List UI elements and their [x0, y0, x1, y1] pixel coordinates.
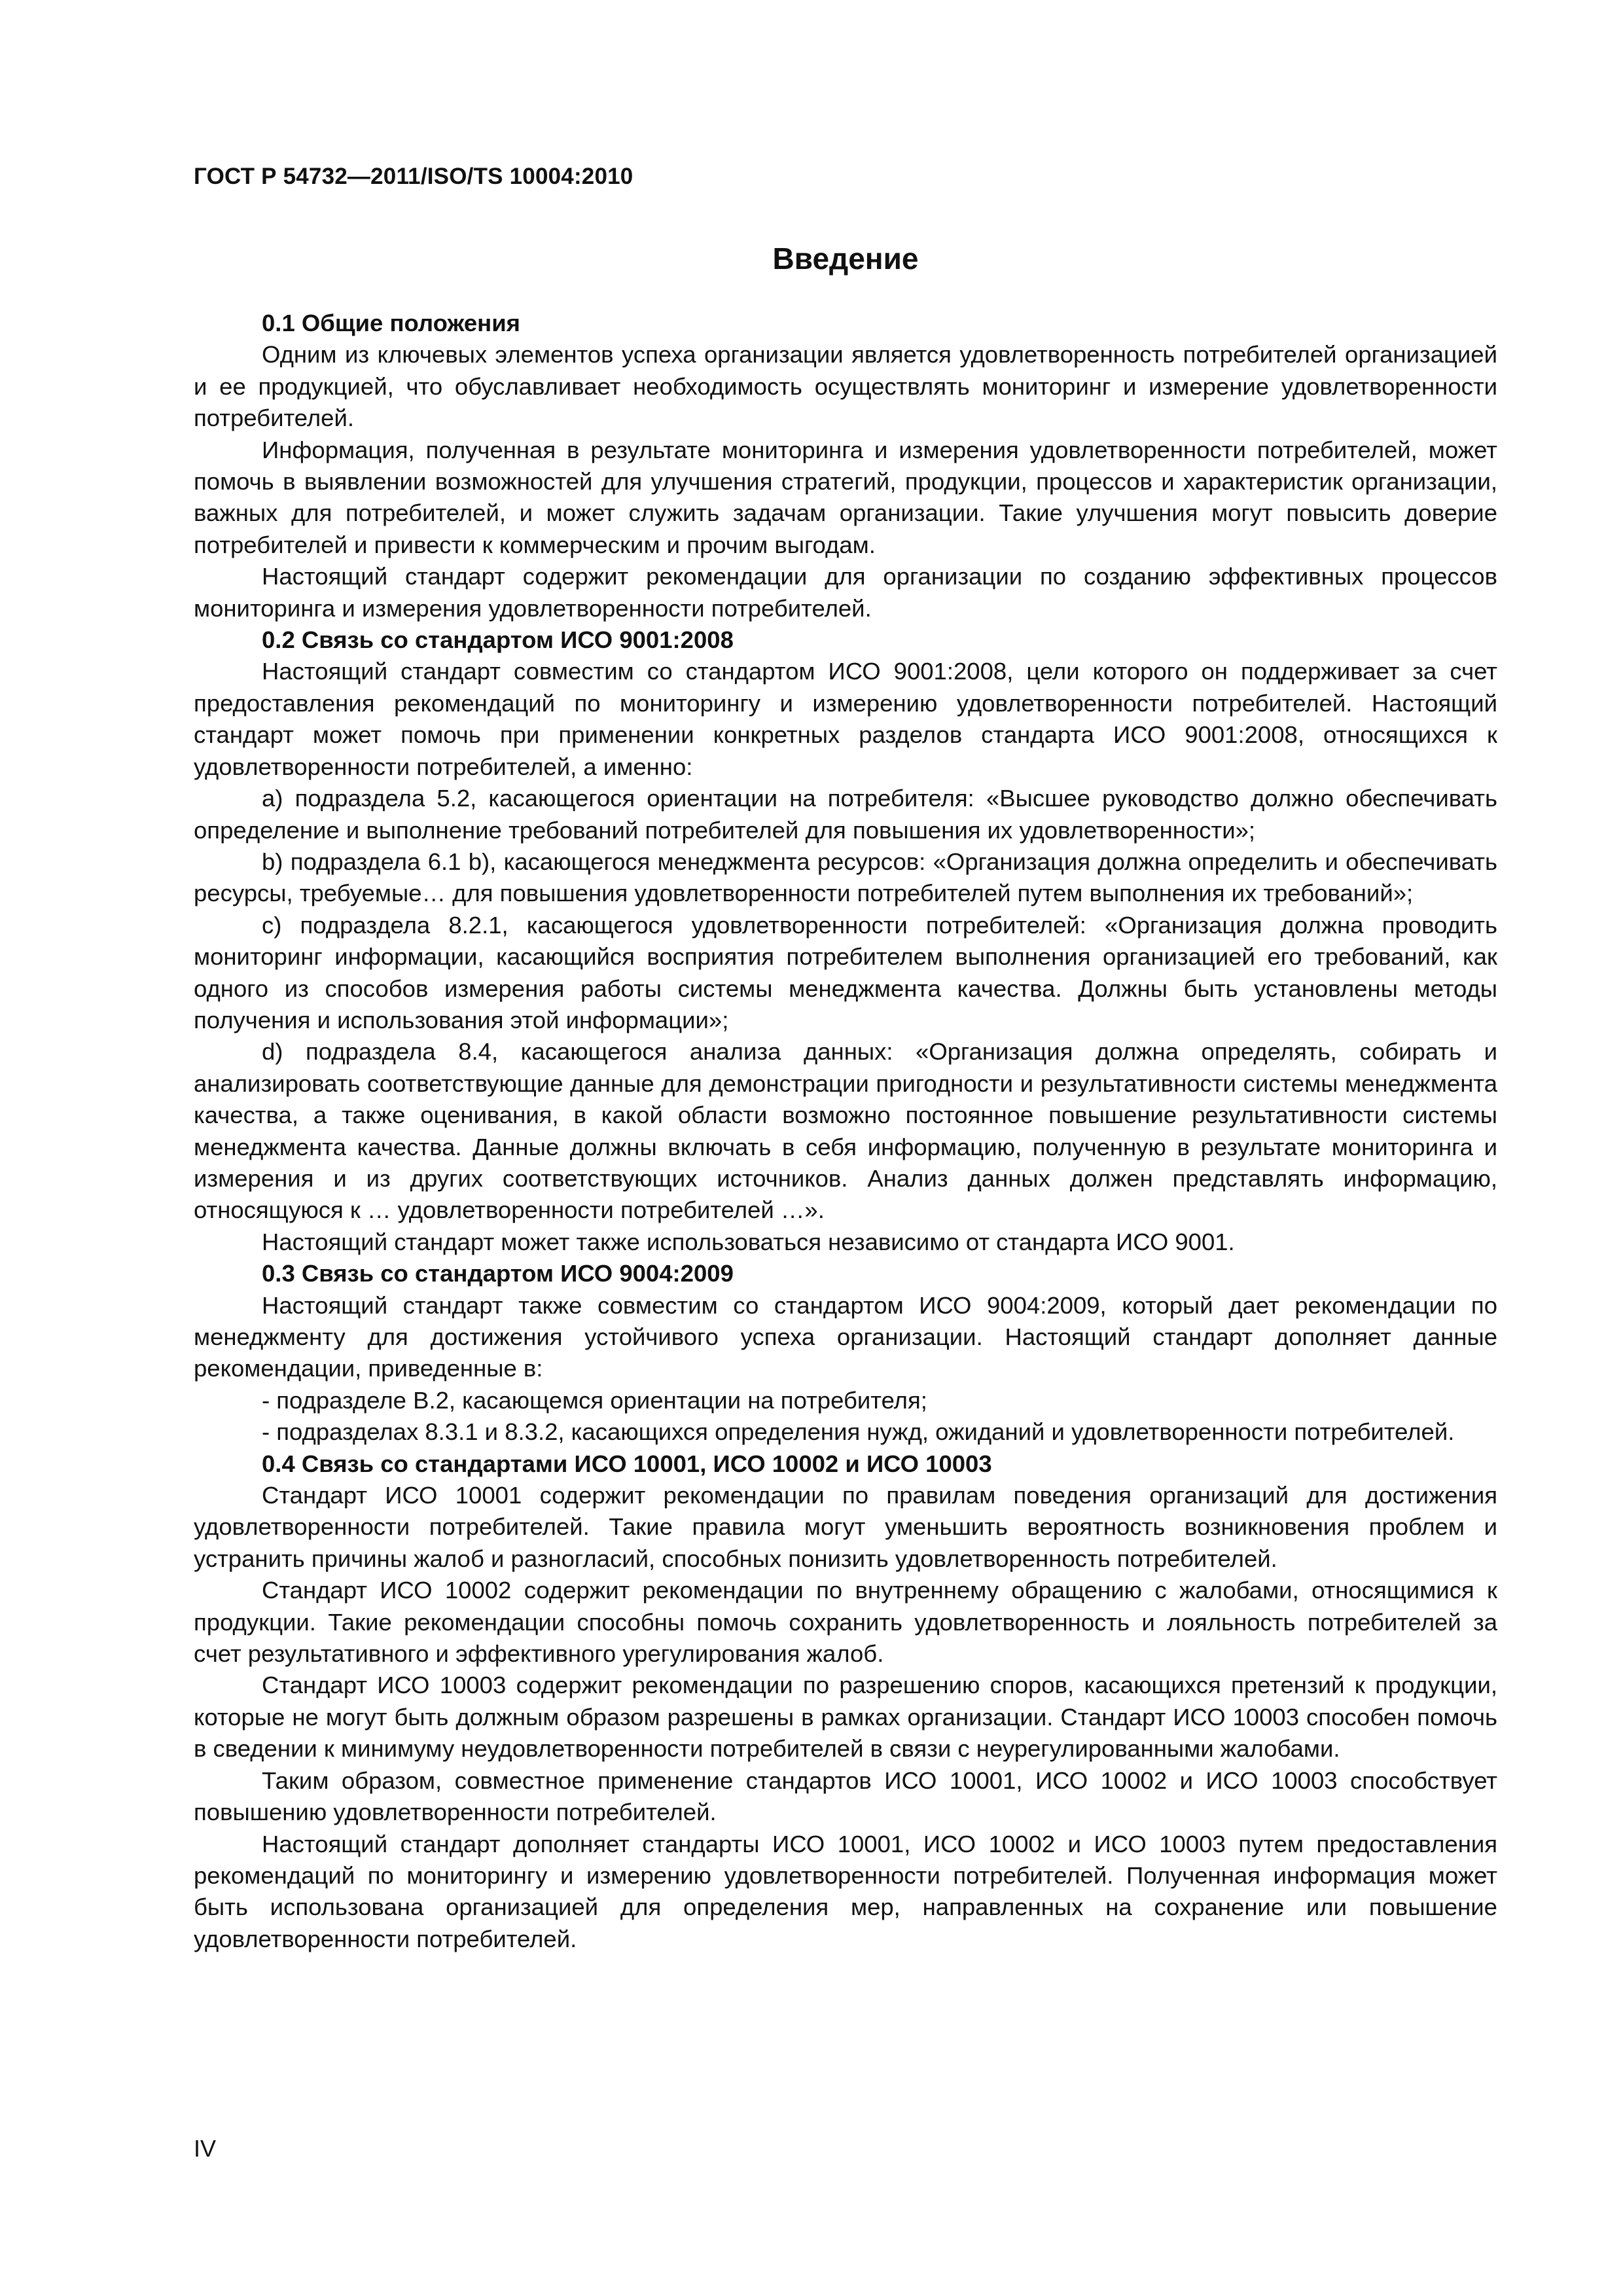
list-item-d: d) подраздела 8.4, касающегося анализа данных: «Организация должна определять, собирать и анализировать соответствующие данные для демонстрации пригодности и результативности системы менеджмента качества, а также оценивания, в какой области возможно постоянное повышение результативности системы менеджмента качества. Данные должны включать в себя информацию, полученную в результате мониторинга и измерения и из других соответствующих источников. Анализ данных должен представлять информацию, относящуюся к … удовлетворенности потребителей …». [194, 1038, 1497, 1224]
paragraph: Стандарт ИСО 10003 содержит рекомендации по разрешению споров, касающихся претензий к продукции, которые не могут быть должным образом разрешены в рамках организации. Стандарт ИСО 10003 способен помочь в сведении к минимуму неудовлетворенности потребителей в связи с неурегулированными жалобами. [194, 1672, 1497, 1763]
paragraph: Настоящий стандарт содержит рекомендации для организации по созданию эффективных процессов мониторинга и измерения удовлетворенности потребителей. [194, 563, 1497, 622]
section-heading-0-3: 0.3 Связь со стандартом ИСО 9004:2009 [262, 1260, 734, 1287]
section-heading-0-2: 0.2 Связь со стандартом ИСО 9001:2008 [262, 626, 734, 654]
paragraph: Одним из ключевых элементов успеха организации является удовлетворенность потребителей организацией и ее продукцией, что обуславливает необходимость осуществлять мониторинг и измерение удовлетворенности потребителей. [194, 341, 1497, 432]
section-heading-0-4: 0.4 Связь со стандартами ИСО 10001, ИСО 10002 и ИСО 10003 [262, 1450, 992, 1477]
paragraph: Настоящий стандарт может также использоваться независимо от стандарта ИСО 9001. [262, 1228, 1235, 1255]
list-item: - подразделах 8.3.1 и 8.3.2, касающихся определения нужд, ожиданий и удовлетворенности потребителей. [262, 1418, 1455, 1446]
paragraph: Таким образом, совместное применение стандартов ИСО 10001, ИСО 10002 и ИСО 10003 способствует повышению удовлетворенности потребителей. [194, 1767, 1497, 1826]
list-item: - подразделе В.2, касающемся ориентации на потребителя; [262, 1386, 927, 1414]
list-item-c: с) подраздела 8.2.1, касающегося удовлетворенности потребителей: «Организация должна проводить мониторинг информации, касающийся восприятия потребителем выполнения организацией его требований, как одного из способов измерения работы системы менеджмента качества. Должны быть установлены методы получения и использования этой информации»; [194, 911, 1497, 1033]
document-body [194, 308, 1497, 1955]
paragraph: Настоящий стандарт дополняет стандарты ИСО 10001, ИСО 10002 и ИСО 10003 путем предоставления рекомендаций по мониторингу и измерению удовлетворенности потребителей. Полученная информация может быть использована организацией для определения мер, направленных на сохранение или повышение удовлетворенности потребителей. [194, 1830, 1497, 1952]
list-item-a: а) подраздела 5.2, касающегося ориентации на потребителя: «Высшее руководство должно обеспечивать определение и выполнение требований потребителей для повышения их удовлетворенности»; [194, 785, 1497, 844]
paragraph: Стандарт ИСО 10001 содержит рекомендации по правилам поведения организаций для достижения удовлетворенности потребителей. Такие правила могут уменьшить вероятность возникновения проблем и устранить причины жалоб и разногласий, способных понизить удовлетворенность потребителей. [194, 1482, 1497, 1572]
paragraph: Стандарт ИСО 10002 содержит рекомендации по внутреннему обращению с жалобами, относящимися к продукции. Такие рекомендации способны помочь сохранить удовлетворенность и лояльность потребителей за счет результативного и эффективного урегулирования жалоб. [194, 1577, 1497, 1668]
section-heading-0-1: 0.1 Общие положения [262, 310, 520, 336]
list-item-b: b) подраздела 6.1 b), касающегося менеджмента ресурсов: «Организация должна определить и обеспечивать ресурсы, требуемые… для повышения удовлетворенности потребителей путем выполнения их требований»; [194, 848, 1497, 907]
page-title: Введение [772, 242, 919, 276]
paragraph: Настоящий стандарт совместим со стандартом ИСО 9001:2008, цели которого он поддерживает за счет предоставления рекомендаций по мониторингу и измерению удовлетворенности потребителей. Настоящий стандарт может помочь при применении конкретных разделов стандарта ИСО 9001:2008, относящихся к удовлетворенности потребителей, а именно: [194, 658, 1497, 780]
paragraph: Настоящий стандарт также совместим со стандартом ИСО 9004:2009, который дает рекомендации по менеджменту для достижения устойчивого успеха организации. Настоящий стандарт дополняет данные рекомендации, приведенные в: [194, 1291, 1497, 1382]
page-number: IV [194, 2135, 217, 2162]
document-code-header: ГОСТ Р 54732—2011/ISO/TS 10004:2010 [194, 164, 633, 189]
paragraph: Информация, полученная в результате мониторинга и измерения удовлетворенности потребителей, может помочь в выявлении возможностей для улучшения стратегий, продукции, процессов и характеристик организации, важных для потребителей, и может служить задачам организации. Такие улучшения могут повысить доверие потребителей и привести к коммерческим и прочим выгодам. [194, 436, 1497, 558]
